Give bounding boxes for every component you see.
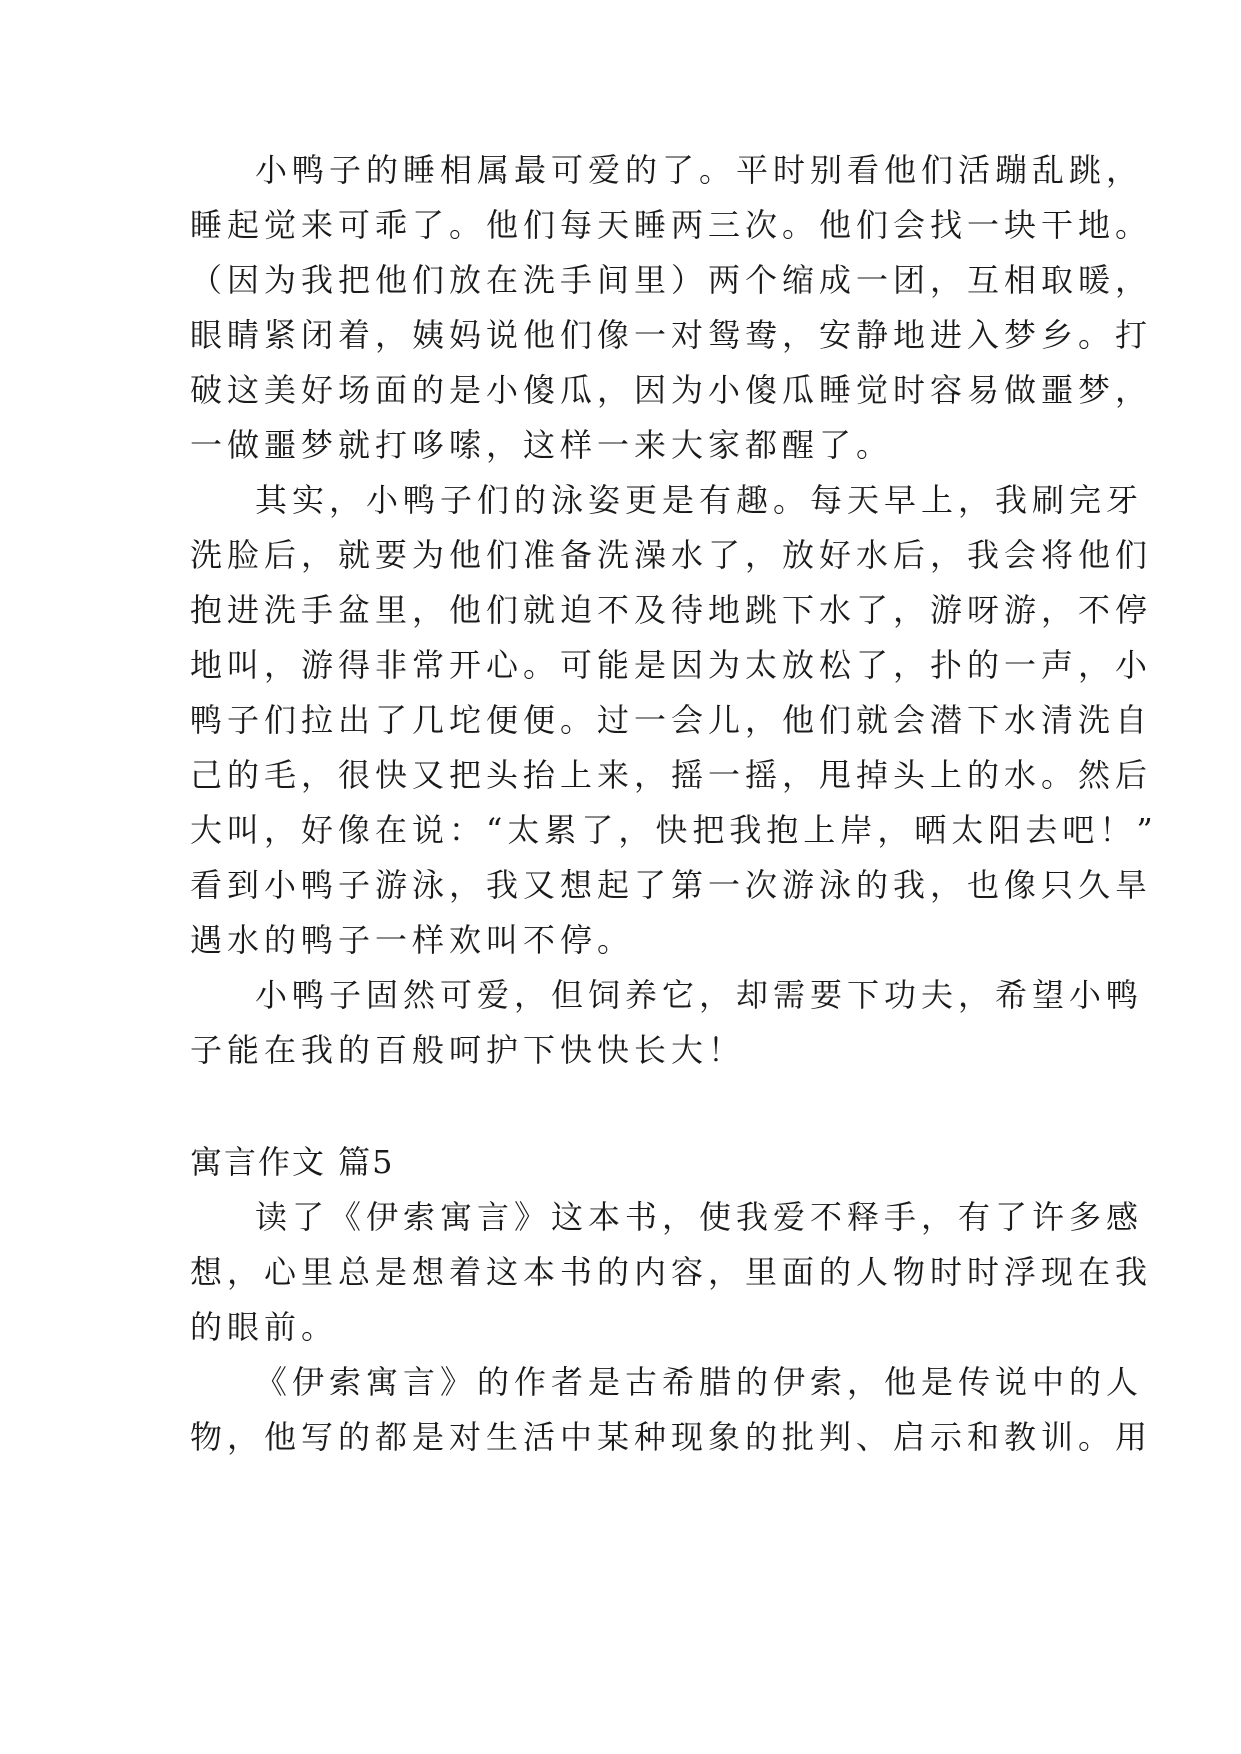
paragraph-line: 眼睛紧闭着，姨妈说他们像一对鸳鸯，安静地进入梦乡。打 (190, 316, 1153, 354)
paragraph-line: 大叫，好像在说：“太累了，快把我抱上岸，晒太阳去吧！” (190, 811, 1158, 849)
paragraph-line: 物，他写的都是对生活中某种现象的批判、启示和教训。用 (190, 1418, 1153, 1456)
paragraph-line: 小鸭子的睡相属最可爱的了。平时别看他们活蹦乱跳， (255, 151, 1144, 189)
paragraph-line: 《伊索寓言》的作者是古希腊的伊索，他是传说中的人 (255, 1363, 1144, 1401)
paragraph-line: 想，心里总是想着这本书的内容，里面的人物时时浮现在我 (190, 1253, 1153, 1291)
paragraph-line: 睡起觉来可乖了。他们每天睡两三次。他们会找一块干地。 (190, 206, 1153, 244)
paragraph-line: 破这美好场面的是小傻瓜，因为小傻瓜睡觉时容易做噩梦， (190, 371, 1153, 409)
paragraph-line: 其实，小鸭子们的泳姿更是有趣。每天早上，我刷完牙 (255, 481, 1144, 519)
paragraph-line: 鸭子们拉出了几坨便便。过一会儿，他们就会潜下水清洗自 (190, 701, 1153, 739)
paragraph-line: 地叫，游得非常开心。可能是因为太放松了，扑的一声，小 (190, 646, 1153, 684)
section-heading: 寓言作文 篇5 (190, 1143, 395, 1181)
paragraph-line: 洗脸后，就要为他们准备洗澡水了，放好水后，我会将他们 (190, 536, 1153, 574)
paragraph-line: 己的毛，很快又把头抬上来，摇一摇，甩掉头上的水。然后 (190, 756, 1153, 794)
paragraph-line: 遇水的鸭子一样欢叫不停。 (190, 921, 635, 959)
paragraph-line: 子能在我的百般呵护下快快长大！ (190, 1031, 746, 1069)
paragraph-line: 看到小鸭子游泳，我又想起了第一次游泳的我，也像只久旱 (190, 866, 1153, 904)
paragraph-line: 小鸭子固然可爱，但饲养它，却需要下功夫，希望小鸭 (255, 976, 1144, 1014)
paragraph-line: 的眼前。 (190, 1308, 339, 1346)
paragraph-line: 一做噩梦就打哆嗦，这样一来大家都醒了。 (190, 426, 894, 464)
paragraph-line: （因为我把他们放在洗手间里）两个缩成一团，互相取暖， (190, 261, 1153, 299)
paragraph-line: 抱进洗手盆里，他们就迫不及待地跳下水了，游呀游，不停 (190, 591, 1153, 629)
paragraph-line: 读了《伊索寓言》这本书，使我爱不释手，有了许多感 (255, 1198, 1144, 1236)
